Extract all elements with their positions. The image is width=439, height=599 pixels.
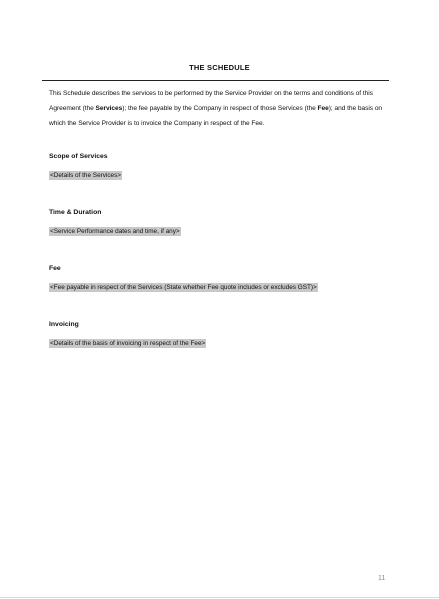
section-heading-time-duration: Time & Duration — [49, 209, 102, 216]
page-title: THE SCHEDULE — [189, 63, 250, 72]
page-number: 11 — [378, 575, 386, 582]
section-heading-fee: Fee — [49, 265, 61, 272]
placeholder-fee-details[interactable]: <Fee payable in respect of the Services (State whether Fee quote includes or excludes GST)> — [50, 284, 317, 291]
placeholder-services-details[interactable]: <Details of the Services> — [50, 172, 122, 179]
defined-term-services: Services — [95, 105, 123, 112]
defined-term-fee: Fee — [317, 105, 329, 112]
placeholder-performance-dates[interactable]: <Service Performance dates and time, if any> — [50, 228, 180, 235]
intro-text: ); the fee payable by the Company in respect of those Services (the — [122, 105, 318, 112]
section-heading-invoicing: Invoicing — [49, 321, 79, 328]
intro-paragraph — [49, 86, 391, 131]
title-divider — [42, 80, 389, 81]
placeholder-invoicing-details[interactable]: <Details of the basis of invoicing in respect of the Fee> — [50, 340, 206, 347]
intro-text: This Schedule describes the services to be performed by the Service Provider on the terms and conditions of this Agreement (the — [49, 90, 373, 112]
intro-text: ); and the basis on which the Service Provider is to invoice the Company in respect of the Fee. — [49, 105, 383, 127]
section-heading-scope: Scope of Services — [49, 153, 108, 160]
